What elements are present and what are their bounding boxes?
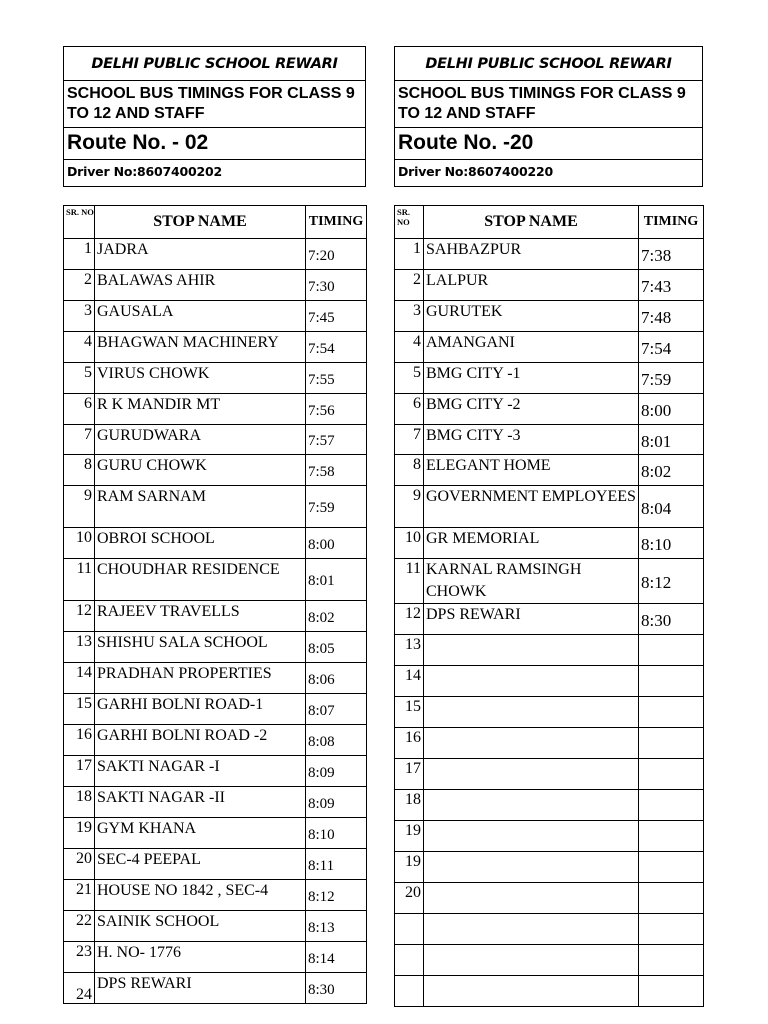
stop-number: 20 xyxy=(64,849,95,880)
table-row xyxy=(64,787,367,818)
stop-number: 7 xyxy=(395,425,424,455)
table-row xyxy=(64,818,367,849)
stop-timing: 8:06 xyxy=(306,663,367,694)
table-row xyxy=(64,239,367,270)
stop-number: 16 xyxy=(64,725,95,756)
stop-number: 8 xyxy=(395,455,424,486)
stop-timing: 7:43 xyxy=(639,270,704,301)
stop-name-header: STOP NAME xyxy=(95,206,306,239)
stop-timing: 8:10 xyxy=(639,528,704,559)
table-row xyxy=(64,270,367,301)
stop-timing: 8:11 xyxy=(306,849,367,880)
table-row xyxy=(395,728,704,759)
table-row xyxy=(64,911,367,942)
stop-timing: 8:00 xyxy=(306,528,367,559)
stop-name: VIRUS CHOWK xyxy=(95,363,306,394)
stop-name: GARHI BOLNI ROAD -2 xyxy=(95,725,306,756)
stop-number: 19 xyxy=(395,852,424,883)
stop-name: GURU CHOWK xyxy=(95,455,306,486)
stop-number: 3 xyxy=(395,301,424,332)
stop-name: BHAGWAN MACHINERY xyxy=(95,332,306,363)
stop-name xyxy=(424,759,639,790)
table-row xyxy=(64,559,367,601)
stop-number: 20 xyxy=(395,883,424,914)
stop-name: AMANGANI xyxy=(424,332,639,363)
stop-name: SHISHU SALA SCHOOL xyxy=(95,632,306,663)
stop-name: GAUSALA xyxy=(95,301,306,332)
table-row xyxy=(64,332,367,363)
stop-timing xyxy=(639,759,704,790)
stop-timing xyxy=(639,635,704,666)
left-timings-title: SCHOOL BUS TIMINGS FOR CLASS 9 TO 12 AND STAFF xyxy=(64,81,365,128)
table-row xyxy=(395,363,704,394)
stop-name: OBROI SCHOOL xyxy=(95,528,306,559)
right-timings-title: SCHOOL BUS TIMINGS FOR CLASS 9 TO 12 AND STAFF xyxy=(395,81,702,128)
table-row xyxy=(395,697,704,728)
table-row xyxy=(64,849,367,880)
stop-number: 4 xyxy=(64,332,95,363)
table-row xyxy=(395,852,704,883)
stop-timing: 7:38 xyxy=(639,239,704,270)
stop-name: GURUTEK xyxy=(424,301,639,332)
table-row xyxy=(64,725,367,756)
stop-number: 23 xyxy=(64,942,95,973)
table-row xyxy=(64,756,367,787)
stop-number: 2 xyxy=(64,270,95,301)
stop-number: 18 xyxy=(64,787,95,818)
stop-name: SAKTI NAGAR -II xyxy=(95,787,306,818)
stop-name: LALPUR xyxy=(424,270,639,301)
stop-number: 15 xyxy=(395,697,424,728)
stop-number: 8 xyxy=(64,455,95,486)
table-row xyxy=(395,425,704,455)
table-row xyxy=(395,486,704,528)
stop-timing xyxy=(639,790,704,821)
stop-timing: 7:45 xyxy=(306,301,367,332)
stop-name: GURUDWARA xyxy=(95,425,306,455)
stop-name: HOUSE NO 1842 , SEC-4 xyxy=(95,880,306,911)
table-row xyxy=(395,821,704,852)
stop-timing: 7:56 xyxy=(306,394,367,425)
stop-number: 17 xyxy=(395,759,424,790)
stop-timing xyxy=(639,852,704,883)
stop-timing: 7:20 xyxy=(306,239,367,270)
stop-name xyxy=(424,728,639,759)
stop-number: 9 xyxy=(395,486,424,528)
stop-name: JADRA xyxy=(95,239,306,270)
left-stops-table xyxy=(63,205,367,1004)
right-route-number: Route No. -20 xyxy=(395,128,702,160)
stop-number xyxy=(395,976,424,1007)
stop-timing xyxy=(639,976,704,1007)
stop-timing: 8:30 xyxy=(639,604,704,635)
stop-number: 6 xyxy=(395,394,424,425)
stop-timing: 8:13 xyxy=(306,911,367,942)
stop-name: GOVERNMENT EMPLOYEES xyxy=(424,486,639,528)
left-route-number: Route No. - 02 xyxy=(64,128,365,160)
table-row xyxy=(64,301,367,332)
stop-name: RAM SARNAM xyxy=(95,486,306,528)
stop-number: 3 xyxy=(64,301,95,332)
stop-number: 10 xyxy=(64,528,95,559)
table-row xyxy=(395,394,704,425)
stop-timing: 7:30 xyxy=(306,270,367,301)
stop-number: 12 xyxy=(395,604,424,635)
stop-number: 24 xyxy=(64,973,95,1004)
stop-timing xyxy=(639,821,704,852)
stop-number: 11 xyxy=(64,559,95,601)
table-row xyxy=(395,301,704,332)
stop-timing xyxy=(639,945,704,976)
stop-name: DPS REWARI xyxy=(95,973,306,1004)
stop-name: RAJEEV TRAVELLS xyxy=(95,601,306,632)
stop-timing: 8:30 xyxy=(306,973,367,1004)
stop-timing: 7:59 xyxy=(306,486,367,528)
stop-timing: 8:02 xyxy=(639,455,704,486)
stop-name: H. NO- 1776 xyxy=(95,942,306,973)
stop-timing: 8:05 xyxy=(306,632,367,663)
stop-number: 5 xyxy=(64,363,95,394)
stop-number xyxy=(395,914,424,945)
timing-header: TIMING xyxy=(639,206,704,239)
table-row xyxy=(395,270,704,301)
stop-number: 19 xyxy=(395,821,424,852)
stop-timing xyxy=(639,666,704,697)
table-row xyxy=(395,914,704,945)
table-row xyxy=(64,528,367,559)
stop-timing: 8:12 xyxy=(639,559,704,604)
stop-timing xyxy=(639,697,704,728)
sr-no-header: SR. NO xyxy=(64,206,95,239)
stop-timing: 8:01 xyxy=(639,425,704,455)
table-row xyxy=(64,973,367,1004)
stop-name xyxy=(424,914,639,945)
stop-number: 13 xyxy=(395,635,424,666)
table-row xyxy=(64,942,367,973)
stop-name: SAKTI NAGAR -I xyxy=(95,756,306,787)
stop-name xyxy=(424,852,639,883)
stop-number: 22 xyxy=(64,911,95,942)
stop-name: CHOUDHAR RESIDENCE xyxy=(95,559,306,601)
stop-number: 17 xyxy=(64,756,95,787)
stop-timing: 7:54 xyxy=(639,332,704,363)
table-row xyxy=(64,455,367,486)
stop-number: 14 xyxy=(395,666,424,697)
stop-number: 13 xyxy=(64,632,95,663)
stop-number: 10 xyxy=(395,528,424,559)
stop-number: 5 xyxy=(395,363,424,394)
stop-name: BMG CITY -1 xyxy=(424,363,639,394)
stop-timing xyxy=(639,914,704,945)
table-row xyxy=(64,601,367,632)
table-row xyxy=(395,976,704,1007)
stop-name xyxy=(424,821,639,852)
stop-timing: 7:48 xyxy=(639,301,704,332)
stop-name: PRADHAN PROPERTIES xyxy=(95,663,306,694)
stop-timing: 8:09 xyxy=(306,756,367,787)
stop-timing: 8:01 xyxy=(306,559,367,601)
stop-timing: 7:57 xyxy=(306,425,367,455)
table-row xyxy=(395,945,704,976)
table-row xyxy=(395,528,704,559)
table-row xyxy=(64,694,367,725)
stop-number: 1 xyxy=(395,239,424,270)
stop-name xyxy=(424,945,639,976)
right-stops-table xyxy=(394,205,704,1007)
stop-timing: 7:54 xyxy=(306,332,367,363)
stop-name xyxy=(424,790,639,821)
table-row xyxy=(64,632,367,663)
table-row xyxy=(64,394,367,425)
stop-timing: 8:10 xyxy=(306,818,367,849)
stop-name: BMG CITY -3 xyxy=(424,425,639,455)
stop-number: 18 xyxy=(395,790,424,821)
stop-name: DPS REWARI xyxy=(424,604,639,635)
stop-timing: 7:55 xyxy=(306,363,367,394)
stop-number: 11 xyxy=(395,559,424,604)
stop-timing: 7:59 xyxy=(639,363,704,394)
stop-name xyxy=(424,635,639,666)
table-header-row xyxy=(395,206,704,239)
stop-name: SAINIK SCHOOL xyxy=(95,911,306,942)
stop-name: BALAWAS AHIR xyxy=(95,270,306,301)
stop-number: 7 xyxy=(64,425,95,455)
stop-timing: 8:09 xyxy=(306,787,367,818)
table-header-row xyxy=(64,206,367,239)
stop-timing: 8:02 xyxy=(306,601,367,632)
stop-number: 2 xyxy=(395,270,424,301)
stop-timing: 8:00 xyxy=(639,394,704,425)
stop-name: R K MANDIR MT xyxy=(95,394,306,425)
stop-number: 9 xyxy=(64,486,95,528)
stop-timing: 8:14 xyxy=(306,942,367,973)
table-row xyxy=(395,455,704,486)
stop-timing: 8:04 xyxy=(639,486,704,528)
stop-name xyxy=(424,976,639,1007)
stop-name xyxy=(424,697,639,728)
stop-timing xyxy=(639,728,704,759)
stop-timing: 8:12 xyxy=(306,880,367,911)
stop-number: 19 xyxy=(64,818,95,849)
stop-name: SEC-4 PEEPAL xyxy=(95,849,306,880)
table-row xyxy=(395,883,704,914)
stop-number: 12 xyxy=(64,601,95,632)
table-row xyxy=(395,559,704,604)
stop-number: 14 xyxy=(64,663,95,694)
stop-name xyxy=(424,883,639,914)
stop-name: BMG CITY -2 xyxy=(424,394,639,425)
stop-name-header: STOP NAME xyxy=(424,206,639,239)
stop-name: SAHBAZPUR xyxy=(424,239,639,270)
sr-no-header: SR. NO xyxy=(395,206,424,239)
table-row xyxy=(64,486,367,528)
stop-timing: 8:07 xyxy=(306,694,367,725)
table-row xyxy=(395,332,704,363)
stop-name: GYM KHANA xyxy=(95,818,306,849)
table-row xyxy=(64,363,367,394)
stop-name: KARNAL RAMSINGH CHOWK xyxy=(424,559,639,604)
table-row xyxy=(395,635,704,666)
stop-number xyxy=(395,945,424,976)
table-row xyxy=(395,790,704,821)
stop-number: 6 xyxy=(64,394,95,425)
table-row xyxy=(64,663,367,694)
table-row xyxy=(395,759,704,790)
table-row xyxy=(395,666,704,697)
stop-timing: 7:58 xyxy=(306,455,367,486)
right-route-header xyxy=(394,46,703,187)
stop-number: 1 xyxy=(64,239,95,270)
stop-name: ELEGANT HOME xyxy=(424,455,639,486)
stop-number: 21 xyxy=(64,880,95,911)
stop-number: 4 xyxy=(395,332,424,363)
stop-number: 15 xyxy=(64,694,95,725)
right-school-name: DELHI PUBLIC SCHOOL REWARI xyxy=(395,47,702,81)
left-driver-number: Driver No:8607400202 xyxy=(67,164,222,179)
stop-name: GARHI BOLNI ROAD-1 xyxy=(95,694,306,725)
timing-header: TIMING xyxy=(306,206,367,239)
table-row xyxy=(395,239,704,270)
stop-name: GR MEMORIAL xyxy=(424,528,639,559)
table-row xyxy=(64,425,367,455)
left-school-name: DELHI PUBLIC SCHOOL REWARI xyxy=(64,47,365,81)
stop-number: 16 xyxy=(395,728,424,759)
stop-timing: 8:08 xyxy=(306,725,367,756)
stop-timing xyxy=(639,883,704,914)
right-driver-number: Driver No:8607400220 xyxy=(398,164,553,179)
stop-name xyxy=(424,666,639,697)
left-route-header xyxy=(63,46,366,187)
table-row xyxy=(395,604,704,635)
table-row xyxy=(64,880,367,911)
